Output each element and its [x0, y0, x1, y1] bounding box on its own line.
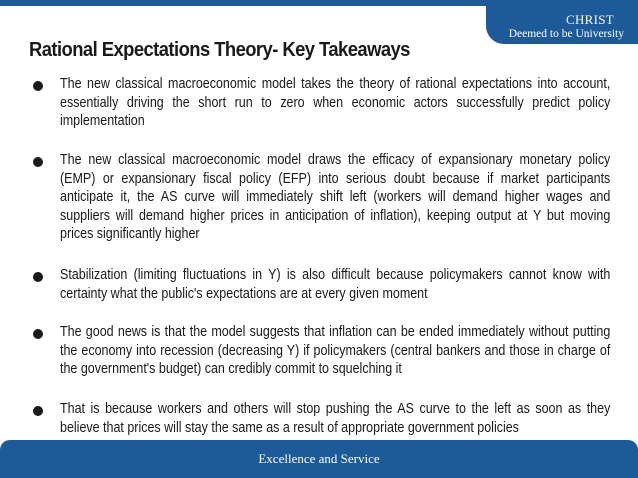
university-badge: [486, 0, 638, 44]
bullet-text: That is because workers and others will stop pushing the AS curve to the left as soon as they believe that prices will stay the same as a result of appropriate government policies: [60, 401, 611, 436]
bullet-text: The good news is that the model suggests that inflation can be ended immediately without putting the economy into recession (decreasing Y) if policymakers (central bankers and those in charge of the government's budget) can credibly commit to squelching it: [60, 324, 611, 377]
bullet-text: Stabilization (limiting fluctuations in Y) is also difficult because policymakers cannot know with certainty what the public's expectations are at every given moment: [60, 267, 611, 302]
bullet-icon: [33, 406, 43, 416]
footer-motto: Excellence and Service: [258, 451, 380, 466]
bullet-icon: [33, 329, 43, 339]
slide-title: Rational Expectations Theory- Key Takeaways: [29, 39, 410, 61]
university-subtitle: Deemed to be University: [508, 28, 624, 40]
university-name: CHRIST: [565, 12, 614, 27]
bullet-icon: [33, 81, 43, 91]
bullet-icon: [33, 157, 43, 167]
bullet-icon: [33, 272, 43, 282]
bullet-text: The new classical macroeconomic model draws the efficacy of expansionary monetary policy (EMP) or expansionary fiscal policy (EFP) into serious doubt because if market participants anticipate it, the AS curve will immediately shift left (workers will demand higher wages and suppliers will demand higher prices in anticipation of inflation), keeping output at Y but moving prices significantly higher: [60, 152, 611, 242]
bullet-text: The new classical macroeconomic model takes the theory of rational expectations into account, essentially driving the short run to zero when economic actors successfully predict policy implementation: [60, 76, 611, 129]
